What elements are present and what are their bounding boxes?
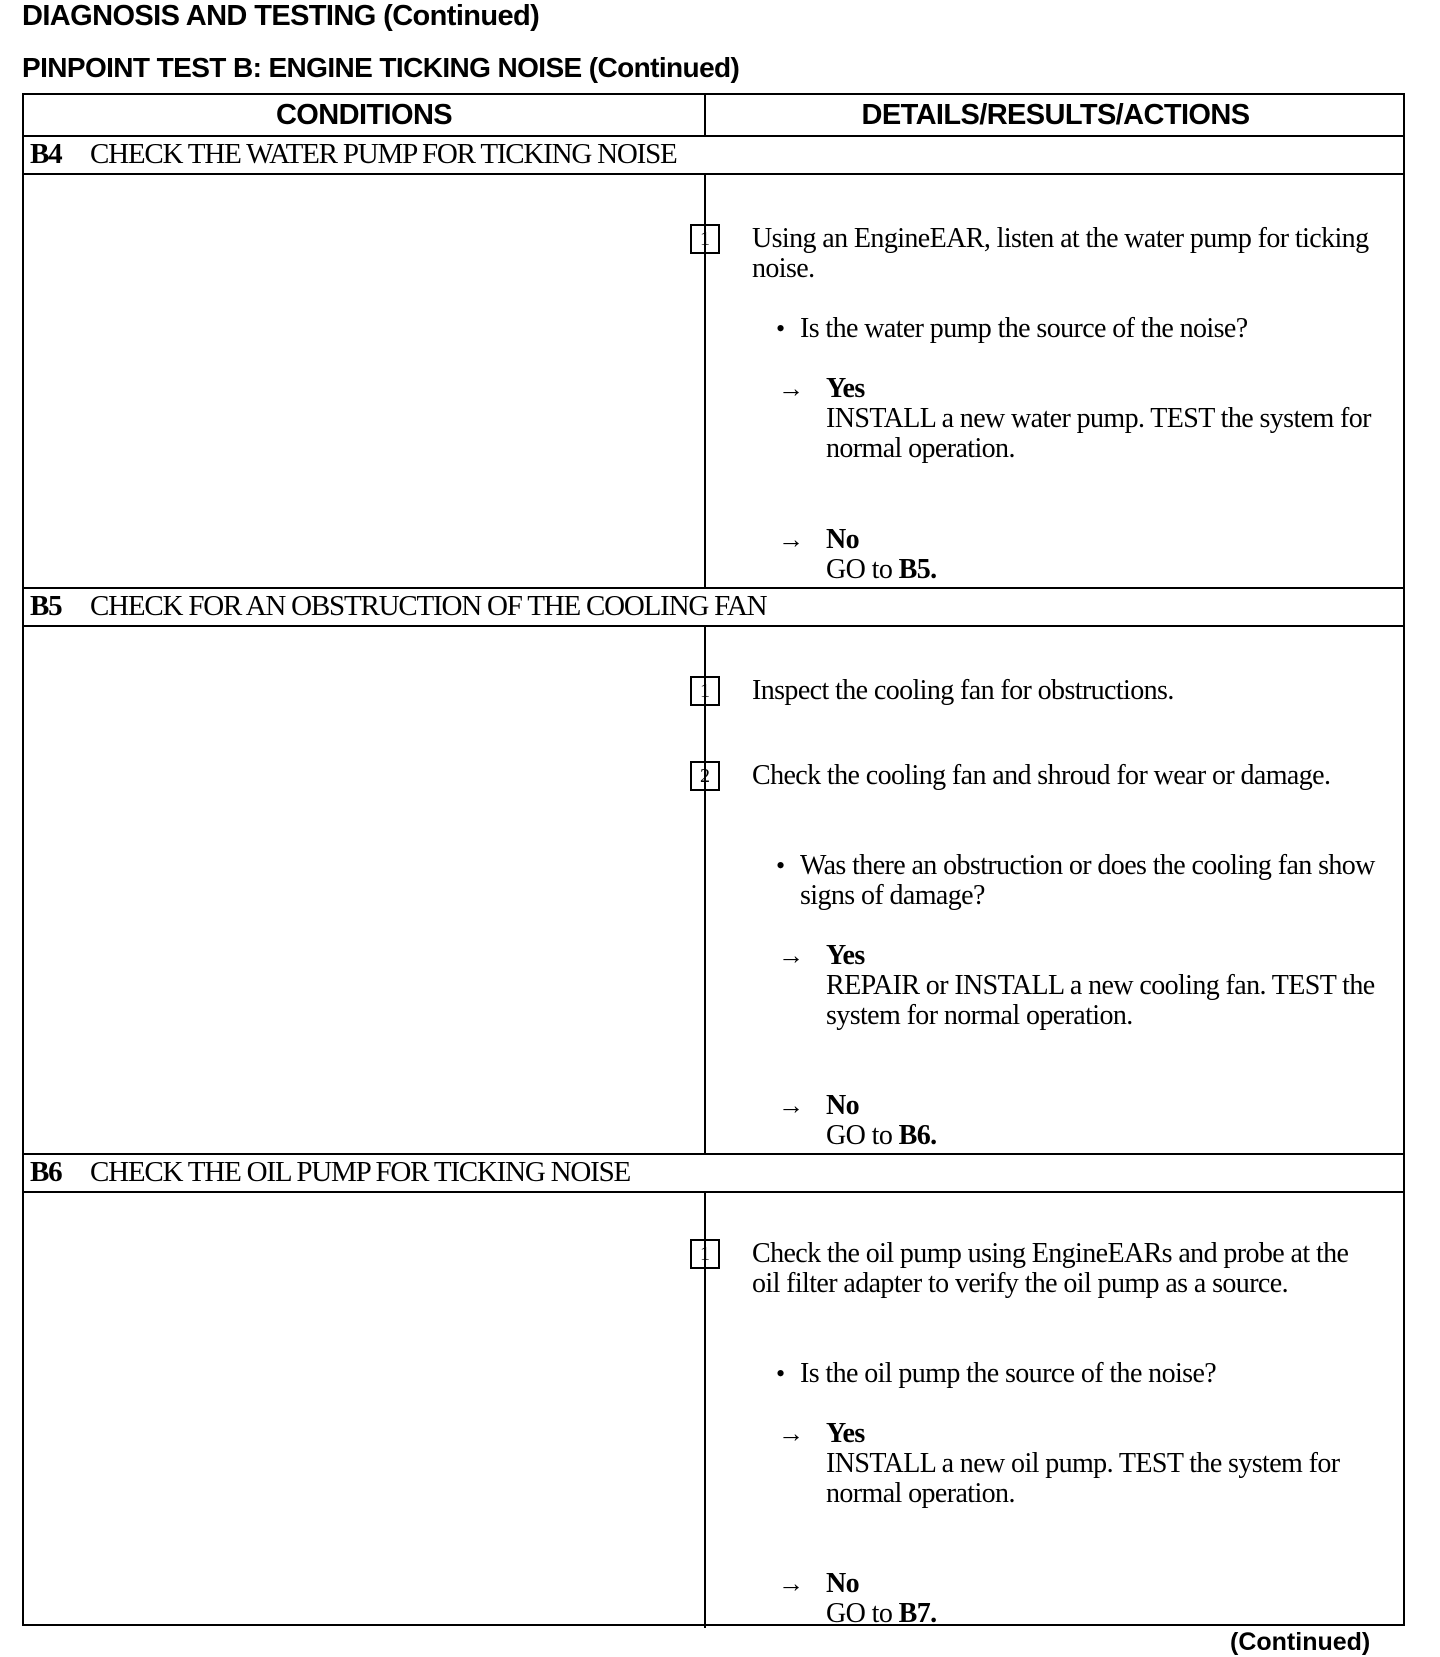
pinpoint-test-title: PINPOINT TEST B: ENGINE TICKING NOISE (Continued) [22, 52, 740, 83]
step-header-b6 [30, 1153, 630, 1191]
bullet-icon: • [776, 1359, 786, 1388]
yes-result [826, 1419, 1386, 1509]
arrow-right-icon: → [778, 941, 804, 970]
conditions-column-header: CONDITIONS [275, 99, 453, 131]
action-number: 1 [690, 676, 720, 706]
yes-label: Yes [826, 1418, 865, 1449]
action-number: 1 [690, 224, 720, 254]
arrow-right-icon: → [778, 374, 804, 403]
yes-action: INSTALL a new oil pump. TEST the system for normal operation. [826, 1448, 1340, 1509]
page-title: DIAGNOSIS AND TESTING (Continued) [22, 0, 540, 32]
action-number: 2 [690, 761, 720, 791]
arrow-right-icon: → [778, 1419, 804, 1448]
bullet-icon: • [776, 851, 786, 880]
column-divider [704, 95, 706, 135]
no-label: No [826, 1568, 860, 1599]
test-question: Was there an obstruction or does the cooling fan show signs of damage? [800, 850, 1375, 911]
divider [24, 625, 1403, 627]
yes-result [826, 374, 1386, 464]
action-text: Inspect the cooling fan for obstructions. [752, 675, 1174, 706]
arrow-right-icon: → [778, 1569, 804, 1598]
continued-note: (Continued) [1230, 1628, 1371, 1656]
goto-step-link[interactable]: B6. [898, 1120, 937, 1151]
no-result [826, 1091, 1386, 1151]
yes-label: Yes [826, 373, 865, 404]
test-question: Is the oil pump the source of the noise? [800, 1358, 1217, 1389]
action-number: 1 [690, 1239, 720, 1269]
yes-result [826, 941, 1386, 1031]
action-text: Check the oil pump using EngineEARs and probe at the oil filter adapter to verify the oil pump as a source. [752, 1238, 1349, 1299]
step-header-b5 [30, 587, 766, 625]
action-text: Using an EngineEAR, listen at the water pump for ticking noise. [752, 223, 1369, 284]
step-header-b4 [30, 135, 677, 173]
yes-action: INSTALL a new water pump. TEST the system for normal operation. [826, 403, 1371, 464]
goto-step-link[interactable]: B5. [898, 554, 937, 585]
goto-step-link[interactable]: B7. [898, 1598, 937, 1629]
goto-text: GO to [826, 554, 899, 585]
bullet-icon: • [776, 314, 786, 343]
yes-action: REPAIR or INSTALL a new cooling fan. TEST the system for normal operation. [826, 970, 1375, 1031]
test-question: Is the water pump the source of the noise? [800, 313, 1248, 344]
divider [24, 1191, 1403, 1193]
goto-text: GO to [826, 1120, 899, 1151]
arrow-right-icon: → [778, 525, 804, 554]
action-text: Check the cooling fan and shroud for wear or damage. [752, 760, 1331, 791]
no-label: No [826, 524, 860, 555]
no-result [826, 525, 1386, 585]
step-title: CHECK FOR AN OBSTRUCTION OF THE COOLING FAN [90, 590, 767, 622]
arrow-right-icon: → [778, 1091, 804, 1120]
no-label: No [826, 1090, 860, 1121]
step-id: B6 [30, 1156, 62, 1188]
no-result [826, 1569, 1386, 1629]
step-title: CHECK THE OIL PUMP FOR TICKING NOISE [90, 1156, 631, 1188]
step-id: B4 [30, 138, 62, 170]
yes-label: Yes [826, 940, 865, 971]
goto-text: GO to [826, 1598, 899, 1629]
step-id: B5 [30, 590, 62, 622]
divider [24, 173, 1403, 175]
details-column-header: DETAILS/RESULTS/ACTIONS [861, 99, 1250, 131]
step-title: CHECK THE WATER PUMP FOR TICKING NOISE [90, 138, 677, 170]
